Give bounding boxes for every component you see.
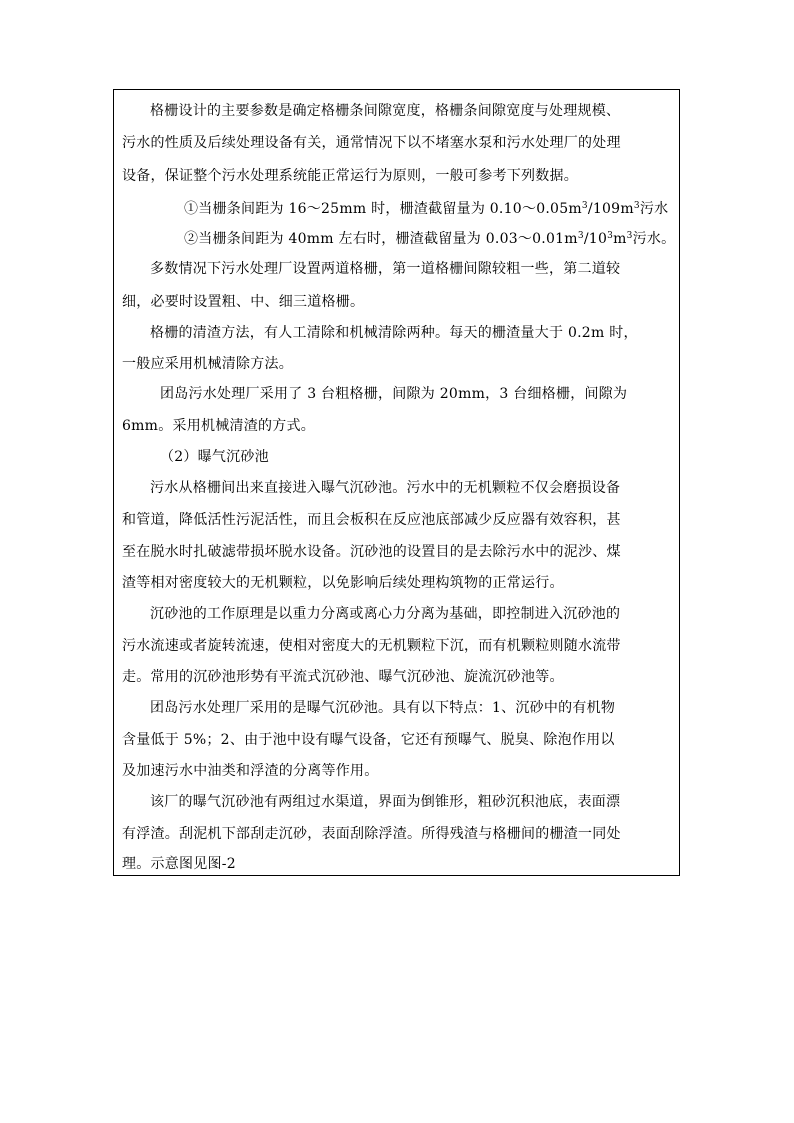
paragraph-line: 格栅的清渣方法，有人工清除和机械清除两种。每天的栅渣量大于 0.2m 时， [150, 325, 638, 341]
paragraph-line: 污水的性质及后续处理设备有关，通常情况下以不堵塞水泵和污水处理厂的处理 [122, 135, 621, 151]
paragraph-line: 细，必要时设置粗、中、细三道格栅。 [122, 294, 365, 310]
paragraph-line: 团岛污水处理厂采用的是曝气沉砂池。具有以下特点：1、沉砂中的有机物 [150, 700, 616, 716]
document-table-cell [113, 89, 680, 876]
section-heading: （2）曝气沉砂池 [160, 449, 269, 465]
paragraph-line: 含量低于 5%；2、由于池中设有曝气设备，它还有预曝气、脱臭、除泡作用以 [122, 732, 615, 748]
paragraph-line: 有浮渣。刮泥机下部刮走沉砂，表面刮除浮渣。所得残渣与格栅间的栅渣一同处 [122, 826, 621, 842]
paragraph-line: 污水流速或者旋转流速，使相对密度大的无机颗粒下沉，而有机颗粒则随水流带 [122, 638, 621, 654]
paragraph-line: 沉砂池的工作原理是以重力分离或离心力分离为基础，即控制进入沉砂池的 [150, 606, 621, 622]
paragraph-line: 6mm。采用机械清渣的方式。 [122, 418, 315, 434]
paragraph-line: 该厂的曝气沉砂池有两组过水渠道，界面为倒锥形，粗砂沉积池底，表面漂 [150, 794, 621, 810]
paragraph-line: 团岛污水处理厂采用了 3 台粗格栅，间隙为 20mm，3 台细格栅，间隙为 [160, 386, 628, 402]
paragraph-line: 污水从格栅间出来直接进入曝气沉砂池。污水中的无机颗粒不仅会磨损设备 [150, 480, 621, 496]
paragraph-line: 及加速污水中油类和浮渣的分离等作用。 [122, 763, 379, 779]
paragraph-line: 至在脱水时扎破滤带损坏脱水设备。沉砂池的设置目的是去除污水中的泥沙、煤 [122, 544, 621, 560]
paragraph-line: 设备，保证整个污水处理系统能正常运行为原则，一般可参考下列数据。 [122, 168, 578, 184]
paragraph-line: 理。示意图见图-2 [122, 856, 236, 872]
paragraph-line: 走。常用的沉砂池形势有平流式沉砂池、曝气沉砂池、旋流沉砂池等。 [122, 669, 564, 685]
list-item: ①当栅条间距为 16～25mm 时，栅渣截留量为 $0.10\sim 0.05m^3/109m^3$污水 [184, 201, 669, 217]
paragraph-line: 和管道，降低活性污泥活性，而且会板积在反应池底部减少反应器有效容积，甚 [122, 512, 621, 528]
paragraph-line: 一般应采用机械清除方法。 [122, 356, 293, 372]
paragraph-line: 渣等相对密度较大的无机颗粒，以免影响后续处理构筑物的正常运行。 [122, 575, 564, 591]
paragraph-line: 格栅设计的主要参数是确定格栅条间隙宽度，格栅条间隙宽度与处理规模、 [150, 103, 621, 119]
paragraph-line: 多数情况下污水处理厂设置两道格栅，第一道格栅间隙较粗一些，第二道较 [150, 261, 621, 277]
list-item: ②当栅条间距为 40mm 左右时，栅渣截留量为 $0.03\sim 0.01m^3/10^3m^3$污水。 [184, 231, 676, 247]
